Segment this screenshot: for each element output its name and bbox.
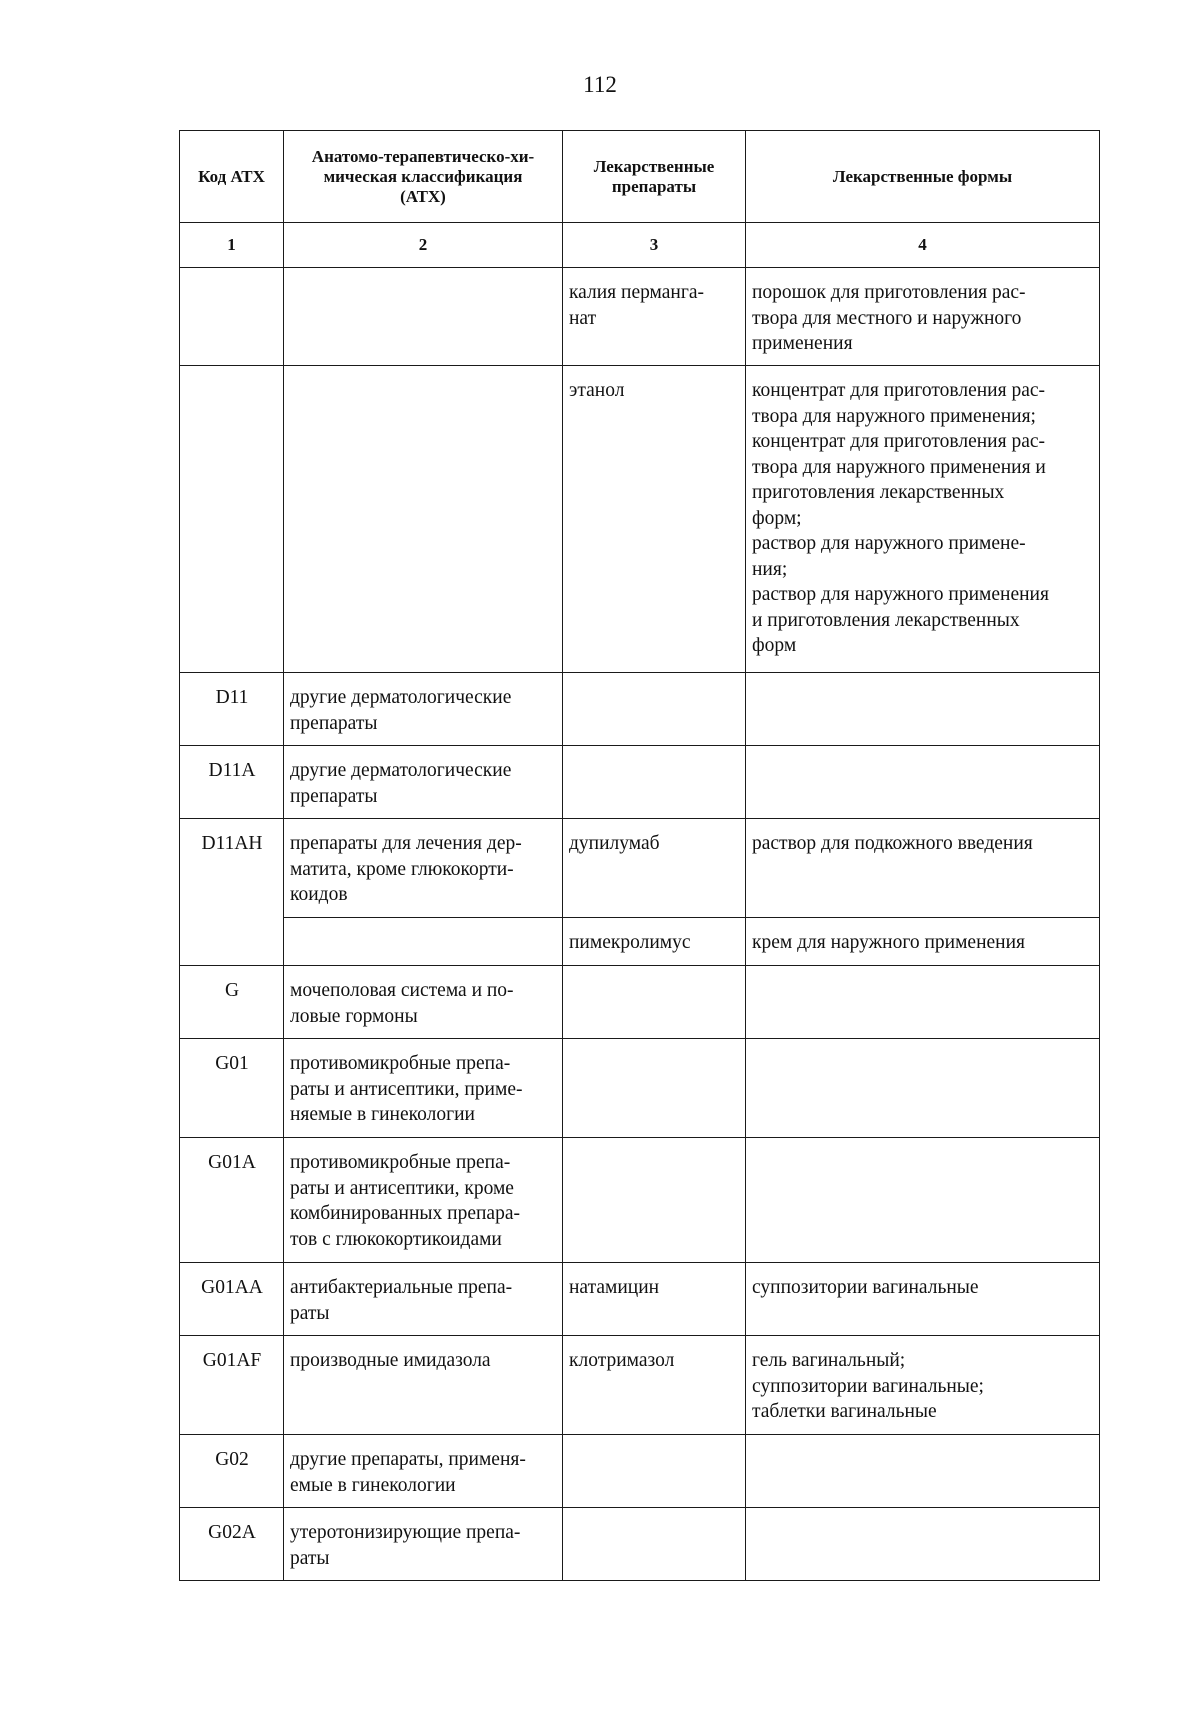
table-row <box>180 966 1100 1039</box>
atx-code-cell: G02 <box>180 1435 284 1508</box>
table-row <box>180 1435 1100 1508</box>
dosage-form-cell <box>746 1138 1100 1263</box>
column-number: 3 <box>563 223 746 268</box>
drug-cell <box>563 1138 746 1263</box>
classification-cell <box>284 918 563 966</box>
classification-cell <box>284 268 563 366</box>
classification-cell: другие дерматологические препараты <box>284 746 563 819</box>
atx-code-cell: G01A <box>180 1138 284 1263</box>
atx-code-cell: G01AF <box>180 1336 284 1435</box>
table-row <box>180 1263 1100 1336</box>
table-row <box>180 746 1100 819</box>
drug-cell <box>563 1508 746 1581</box>
drug-cell: натамицин <box>563 1263 746 1336</box>
column-number: 1 <box>180 223 284 268</box>
dosage-form-cell: порошок для приготовления рас- твора для местного и наружного применения <box>746 268 1100 366</box>
column-number: 2 <box>284 223 563 268</box>
drug-cell <box>563 966 746 1039</box>
page-number: 112 <box>583 72 617 97</box>
column-number-row <box>180 223 1100 268</box>
dosage-form-cell <box>746 1508 1100 1581</box>
dosage-form-cell <box>746 1039 1100 1138</box>
atx-code-cell: D11AH <box>180 819 284 966</box>
atx-code-cell: G01 <box>180 1039 284 1138</box>
classification-cell: противомикробные препа- раты и антисептики, приме- няемые в гинекологии <box>284 1039 563 1138</box>
atx-code-cell: G02A <box>180 1508 284 1581</box>
header-drugs: Лекарственные препараты <box>563 131 746 223</box>
dosage-form-cell <box>746 673 1100 746</box>
classification-cell: другие препараты, применя- емые в гинекологии <box>284 1435 563 1508</box>
dosage-form-cell <box>746 966 1100 1039</box>
drug-cell: клотримазол <box>563 1336 746 1435</box>
table-row <box>180 268 1100 366</box>
classification-cell: мочеполовая система и по- ловые гормоны <box>284 966 563 1039</box>
header-row <box>180 131 1100 223</box>
table-row <box>180 1508 1100 1581</box>
atx-table <box>179 130 1100 1581</box>
drug-cell <box>563 673 746 746</box>
dosage-form-cell: гель вагинальный; суппозитории вагинальные; таблетки вагинальные <box>746 1336 1100 1435</box>
classification-cell: другие дерматологические препараты <box>284 673 563 746</box>
drug-cell: пимекролимус <box>563 918 746 966</box>
table-row <box>180 1138 1100 1263</box>
drug-cell <box>563 1435 746 1508</box>
table-row <box>180 1336 1100 1435</box>
drug-cell: дупилумаб <box>563 819 746 918</box>
drug-cell: калия перманга- нат <box>563 268 746 366</box>
atx-code-cell <box>180 268 284 366</box>
atx-code-cell: G01AA <box>180 1263 284 1336</box>
atx-code-cell: G <box>180 966 284 1039</box>
dosage-form-cell: раствор для подкожного введения <box>746 819 1100 918</box>
dosage-form-cell: суппозитории вагинальные <box>746 1263 1100 1336</box>
drug-cell: этанол <box>563 366 746 673</box>
atx-code-cell: D11A <box>180 746 284 819</box>
atx-code-cell <box>180 366 284 673</box>
drug-cell <box>563 746 746 819</box>
table-row <box>180 1039 1100 1138</box>
classification-cell <box>284 366 563 673</box>
header-atx-classification: Анатомо-терапевтическо-хи- мическая классификация (АТХ) <box>284 131 563 223</box>
classification-cell: препараты для лечения дер- матита, кроме глюкокорти- коидов <box>284 819 563 918</box>
dosage-form-cell: концентрат для приготовления рас- твора для наружного применения; концентрат для приготовления рас- твора для наружного применения и приготовления лекарственных форм; раствор для наружного примене- ния; раствор для наружного применения и приготовления лекарственных форм <box>746 366 1100 673</box>
classification-cell: утеротонизирующие препа- раты <box>284 1508 563 1581</box>
dosage-form-cell: крем для наружного применения <box>746 918 1100 966</box>
column-number: 4 <box>746 223 1100 268</box>
classification-cell: антибактериальные препа- раты <box>284 1263 563 1336</box>
header-atx-code: Код АТХ <box>180 131 284 223</box>
classification-cell: противомикробные препа- раты и антисептики, кроме комбинированных препара- тов с глюкокортикоидами <box>284 1138 563 1263</box>
table-row <box>180 918 1100 966</box>
header-dosage-forms: Лекарственные формы <box>746 131 1100 223</box>
dosage-form-cell <box>746 746 1100 819</box>
classification-cell: производные имидазола <box>284 1336 563 1435</box>
atx-code-cell: D11 <box>180 673 284 746</box>
drug-cell <box>563 1039 746 1138</box>
table-row <box>180 673 1100 746</box>
table-row <box>180 819 1100 918</box>
table-row <box>180 366 1100 673</box>
dosage-form-cell <box>746 1435 1100 1508</box>
